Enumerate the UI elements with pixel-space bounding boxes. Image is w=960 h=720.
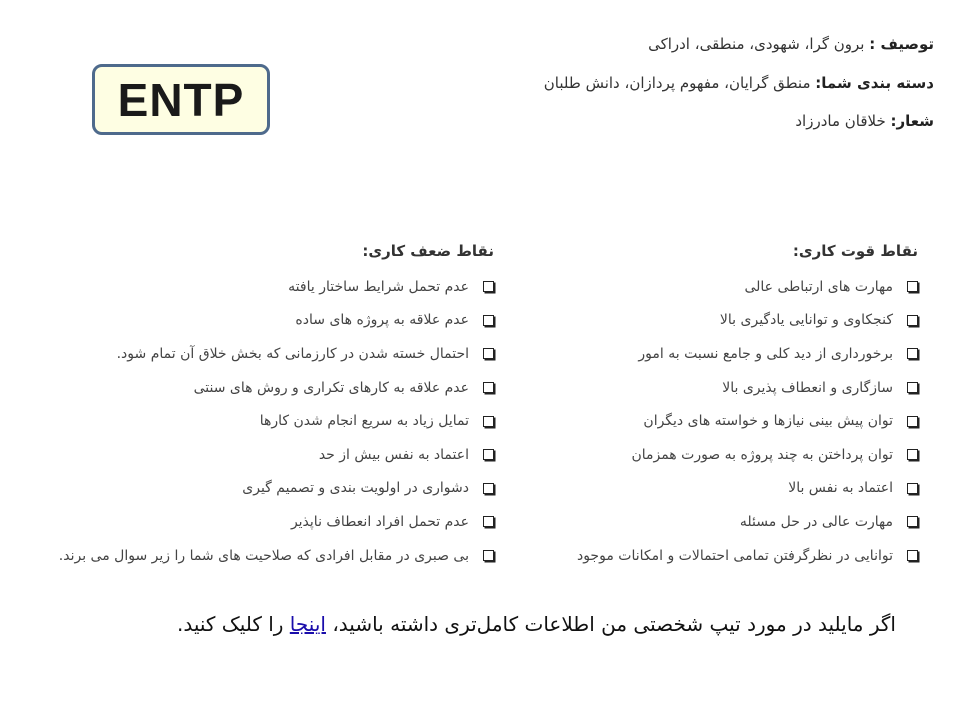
more-info-text-before: اگر مایلید در مورد تیپ شخصتی من اطلاعات کامل‌تری داشته باشید، — [325, 612, 896, 636]
checkbox-bullet-icon — [907, 348, 918, 359]
list-item — [14, 371, 494, 405]
checkbox-bullet-icon — [483, 315, 494, 326]
list-item — [498, 404, 918, 438]
list-item — [498, 270, 918, 304]
category-line — [330, 72, 934, 94]
checkbox-bullet-icon — [907, 315, 918, 326]
checkbox-bullet-icon — [483, 416, 494, 427]
list-item-text: اعتماد به نفس بیش از حد — [318, 446, 469, 463]
weaknesses-list — [14, 270, 494, 572]
category-label: دسته بندی شما: — [815, 74, 934, 92]
motto-value: خلاقان مادرزاد — [795, 112, 886, 130]
list-item-text: عدم تحمل افراد انعطاف ناپذیر — [290, 513, 469, 530]
checkbox-bullet-icon — [907, 516, 918, 527]
description-value: برون گرا، شهودی، منطقی، ادراکی — [648, 35, 865, 53]
weaknesses-section — [14, 238, 494, 572]
list-item-text: برخورداری از دید کلی و جامع نسبت به امور — [638, 345, 893, 362]
checkbox-bullet-icon — [483, 483, 494, 494]
checkbox-bullet-icon — [483, 281, 494, 292]
list-item-text: مهارت عالی در حل مسئله — [739, 513, 893, 530]
checkbox-bullet-icon — [483, 516, 494, 527]
checkbox-bullet-icon — [907, 382, 918, 393]
checkbox-bullet-icon — [907, 483, 918, 494]
strengths-list — [498, 270, 918, 572]
list-item-text: توانایی در نظرگرفتن تمامی احتمالات و امکانات موجود — [576, 547, 893, 564]
checkbox-bullet-icon — [483, 348, 494, 359]
list-item — [14, 304, 494, 338]
list-item-text: عدم علاقه به پروژه های ساده — [295, 312, 469, 329]
checkbox-bullet-icon — [483, 382, 494, 393]
list-item — [14, 539, 494, 573]
list-item — [14, 270, 494, 304]
strengths-section — [498, 238, 918, 572]
list-item — [14, 438, 494, 472]
list-item-text: توان پیش بینی نیازها و خواسته های دیگران — [643, 413, 893, 430]
list-item — [498, 304, 918, 338]
motto-label: شعار: — [890, 112, 934, 130]
checkbox-bullet-icon — [907, 550, 918, 561]
description-line — [330, 33, 934, 55]
category-value: منطق گرایان، مفهوم پردازان، دانش طلبان — [543, 74, 811, 92]
list-item — [14, 505, 494, 539]
list-item-text: عدم تحمل شرایط ساختار یافته — [288, 278, 469, 295]
strengths-title: نقاط قوت کاری: — [792, 242, 918, 260]
list-item-text: عدم علاقه به کارهای تکراری و روش های سنتی — [193, 379, 469, 396]
more-info-link[interactable]: اینجا — [289, 612, 326, 636]
list-item — [14, 404, 494, 438]
list-item-text: دشواری در اولویت بندی و تصمیم گیری — [242, 480, 469, 497]
checkbox-bullet-icon — [483, 449, 494, 460]
list-item-text: احتمال خسته شدن در کارزمانی که بخش خلاق آن تمام شود. — [116, 345, 469, 362]
motto-line — [330, 110, 934, 132]
list-item — [498, 371, 918, 405]
list-item — [498, 472, 918, 506]
list-item — [498, 337, 918, 371]
checkbox-bullet-icon — [907, 281, 918, 292]
personality-type-badge: ENTP — [92, 64, 270, 135]
list-item — [498, 438, 918, 472]
list-item-text: کنجکاوی و توانایی یادگیری بالا — [719, 312, 893, 329]
checkbox-bullet-icon — [907, 416, 918, 427]
list-item — [14, 337, 494, 371]
list-item-text: تمایل زیاد به سریع انجام شدن کارها — [259, 413, 469, 430]
list-item-text: مهارت های ارتباطی عالی — [744, 278, 893, 295]
list-item-text: سازگاری و انعطاف پذیری بالا — [722, 379, 893, 396]
list-item — [498, 539, 918, 573]
checkbox-bullet-icon — [483, 550, 494, 561]
list-item-text: بی صبری در مقابل افرادی که صلاحیت های شما را زیر سوال می برند. — [58, 547, 469, 564]
weaknesses-title: نقاط ضعف کاری: — [362, 242, 494, 260]
checkbox-bullet-icon — [907, 449, 918, 460]
more-info-text-after: را کلیک کنید. — [176, 612, 290, 636]
list-item — [498, 505, 918, 539]
list-item-text: اعتماد به نفس بالا — [788, 480, 893, 497]
list-item — [14, 472, 494, 506]
more-info-sentence — [56, 612, 896, 636]
list-item-text: توان پرداختن به چند پروژه به صورت همزمان — [631, 446, 893, 463]
description-label: توصیف : — [869, 35, 934, 53]
